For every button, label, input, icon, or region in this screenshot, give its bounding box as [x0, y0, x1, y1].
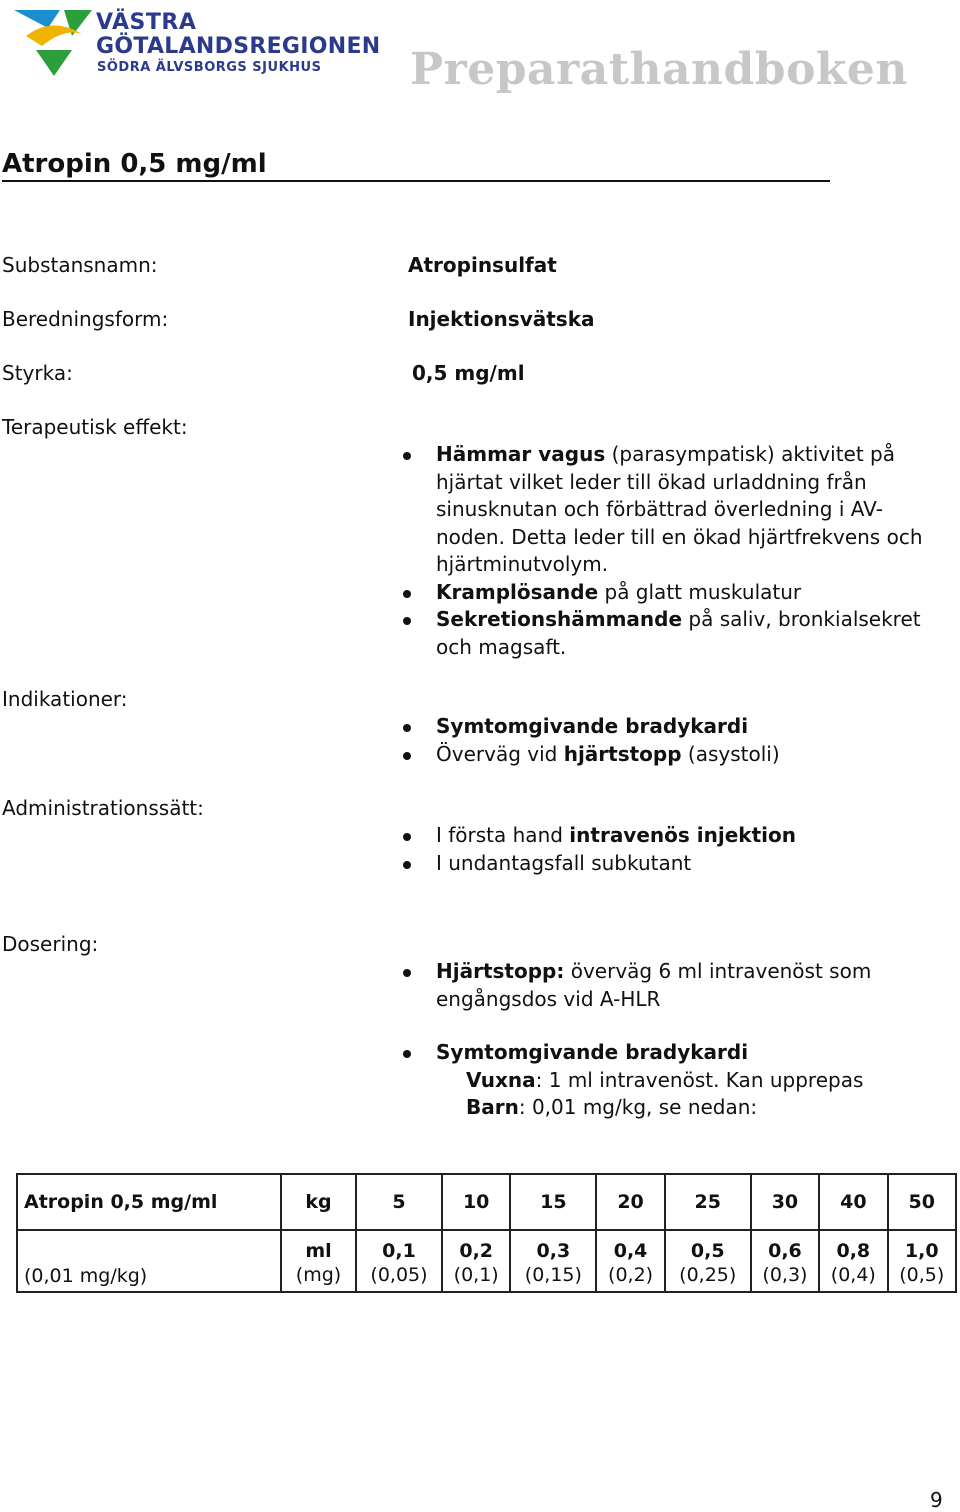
dosing-adult-text: : 1 ml intravenöst. Kan upprepas — [535, 1067, 864, 1092]
unit-mg: (mg) — [295, 1264, 342, 1286]
indication-bold: hjärtstopp — [563, 741, 682, 766]
table-cell-weight: 5 — [356, 1174, 442, 1230]
effect-label: Terapeutisk effekt: — [2, 415, 188, 439]
indications-label: Indikationer: — [2, 687, 128, 711]
dose-ml: 1,0 — [904, 1240, 939, 1262]
administration-item — [396, 850, 926, 878]
dosing-child — [436, 1094, 926, 1122]
effect-item — [396, 441, 926, 579]
dose-mg: (0,15) — [524, 1264, 582, 1286]
dose-ml: 0,4 — [613, 1240, 648, 1262]
dosing-list-2 — [396, 1039, 926, 1122]
dosing-item-text: överväg 6 ml intravenöst som engångsdos vid A-HLR — [436, 959, 872, 1011]
table-cell-weight: 50 — [888, 1174, 956, 1230]
table-cell-weight: 15 — [510, 1174, 596, 1230]
vgr-logo-mark-icon — [12, 6, 102, 80]
table-cell-label: Atropin 0,5 mg/ml — [17, 1174, 281, 1230]
table-cell-weight: 20 — [596, 1174, 664, 1230]
effect-item — [396, 606, 926, 661]
table-cell-weight: 10 — [442, 1174, 510, 1230]
strength-label: Styrka: — [2, 361, 73, 385]
dose-ml: 0,2 — [459, 1240, 494, 1262]
dosing-child-text: : 0,01 mg/kg, se nedan: — [518, 1095, 758, 1119]
indication-text: (asystoli) — [681, 741, 780, 766]
page-number: 9 — [930, 1488, 943, 1512]
indication-bold: Symtomgivande bradykardi — [436, 714, 749, 738]
administration-label: Administrationssätt: — [2, 796, 204, 820]
table-row — [17, 1230, 956, 1292]
dosing-list — [396, 958, 926, 1013]
table-cell-label: (0,01 mg/kg) — [17, 1230, 281, 1292]
effect-item-bold: Sekretionshämmande — [436, 607, 683, 631]
table-cell-dose — [510, 1230, 596, 1292]
indication-item — [396, 713, 926, 741]
dose-mg: (0,4) — [830, 1264, 876, 1286]
dosing-adult — [436, 1067, 926, 1095]
administration-bold: intravenös injektion — [569, 823, 796, 847]
dosing-item-bradycardia — [396, 1039, 926, 1122]
dose-table — [16, 1173, 957, 1293]
logo-line2: GÖTALANDSREGIONEN — [96, 34, 381, 59]
dose-mg: (0,1) — [453, 1264, 499, 1286]
form-label: Beredningsform: — [2, 307, 169, 331]
effect-item — [396, 579, 926, 607]
administration-list — [396, 822, 926, 877]
indications-list — [396, 713, 926, 768]
dose-mg: (0,05) — [370, 1264, 428, 1286]
dose-mg: (0,5) — [899, 1264, 945, 1286]
dose-mg: (0,2) — [608, 1264, 654, 1286]
document-title: Atropin 0,5 mg/ml — [2, 150, 830, 182]
table-cell-dose — [665, 1230, 751, 1292]
table-cell-weight: 30 — [751, 1174, 819, 1230]
dose-ml: 0,5 — [690, 1240, 725, 1262]
effect-list — [396, 441, 926, 661]
logo-line1: VÄSTRA — [96, 10, 197, 35]
effect-item-text: på saliv, bronkialsekret och magsaft. — [436, 607, 921, 659]
table-cell-dose — [751, 1230, 819, 1292]
dose-mg: (0,3) — [762, 1264, 808, 1286]
indication-item — [396, 741, 926, 769]
dose-ml: 0,1 — [382, 1240, 416, 1262]
dosing-item-cardiac-arrest — [396, 958, 926, 1013]
table-cell-dose — [819, 1230, 887, 1292]
effect-item-bold: Kramplösande — [436, 579, 599, 604]
dose-mg: (0,25) — [679, 1264, 737, 1286]
dose-ml: 0,6 — [768, 1240, 802, 1262]
table-cell-dose — [596, 1230, 664, 1292]
table-cell-dose — [888, 1230, 956, 1292]
dosing-label: Dosering: — [2, 932, 99, 956]
form-value: Injektionsvätska — [408, 307, 595, 331]
substance-label: Substansnamn: — [2, 253, 158, 277]
dosing-adult-bold: Vuxna — [466, 1067, 536, 1092]
logo-line3: SÖDRA ÄLVSBORGS SJUKHUS — [97, 60, 322, 75]
dose-ml: 0,3 — [536, 1240, 571, 1262]
table-row — [17, 1174, 956, 1230]
table-cell-unit — [281, 1230, 356, 1292]
table-cell-dose — [356, 1230, 442, 1292]
table-cell-weight: 40 — [819, 1174, 887, 1230]
dosing-child-bold: Barn — [466, 1095, 519, 1119]
dosing-item-bold: Symtomgivande bradykardi — [436, 1040, 749, 1064]
effect-item-bold: Hämmar vagus — [436, 442, 606, 466]
unit-ml: ml — [305, 1240, 332, 1262]
strength-value: 0,5 mg/ml — [412, 361, 525, 385]
substance-value: Atropinsulfat — [408, 253, 557, 277]
effect-item-text: (parasympatisk) aktivitet på hjärtat vilket leder till ökad urladdning från sinusknutan och förbättrad överledning i AV-noden. Detta leder till en ökad hjärtfrekvens och hjärtminutvolym. — [436, 442, 923, 576]
effect-item-text: på glatt muskulatur — [598, 579, 802, 604]
table-cell-dose — [442, 1230, 510, 1292]
dosing-item-bold: Hjärtstopp: — [436, 959, 565, 983]
table-cell-weight: 25 — [665, 1174, 751, 1230]
dose-ml: 0,8 — [836, 1240, 871, 1262]
administration-item — [396, 822, 926, 850]
administration-prefix: I undantagsfall subkutant — [436, 850, 692, 875]
administration-prefix: I första hand — [436, 823, 570, 847]
indication-prefix: Överväg vid — [436, 741, 564, 766]
table-cell-unit: kg — [281, 1174, 356, 1230]
brand-title: Preparathandboken — [410, 44, 908, 95]
